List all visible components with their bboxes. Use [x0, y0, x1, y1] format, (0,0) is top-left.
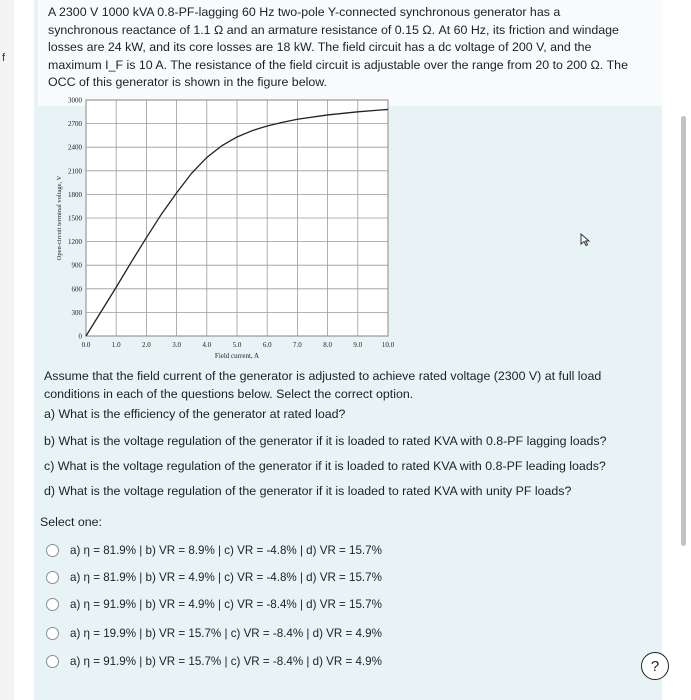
- x-tick-label: 10.0: [381, 341, 395, 349]
- y-tick-label: 300: [71, 308, 82, 317]
- y-tick-label: 1200: [68, 238, 82, 247]
- x-tick-label: 4.0: [202, 341, 212, 349]
- x-tick-label: 5.0: [232, 341, 242, 349]
- question-instructions: [44, 368, 644, 404]
- x-axis-label: Field current, A: [214, 352, 260, 360]
- question-intro: [48, 4, 648, 92]
- left-margin: [0, 0, 14, 700]
- option-label: a) η = 91.9% | b) VR = 15.7% | c) VR = -8.4% | d) VR = 4.9%: [70, 654, 382, 668]
- answer-option-5[interactable]: [46, 652, 382, 670]
- y-tick-label: 3000: [68, 96, 82, 105]
- x-tick-label: 1.0: [111, 341, 121, 349]
- instruction-line: Assume that the field current of the generator is adjusted to achieve rated voltage (2300 V) at full load: [44, 369, 602, 383]
- x-tick-label: 0.0: [81, 341, 91, 349]
- x-tick-label: 2.0: [142, 341, 151, 349]
- y-tick-label: 0: [78, 332, 82, 341]
- answer-option-2[interactable]: [46, 568, 382, 586]
- radio-button[interactable]: [46, 571, 59, 584]
- radio-button[interactable]: [46, 598, 59, 611]
- x-tick-label: 3.0: [172, 341, 181, 349]
- option-label: a) η = 81.9% | b) VR = 4.9% | c) VR = -4.8% | d) VR = 15.7%: [70, 570, 382, 584]
- question-part-b: b) What is the voltage regulation of the generator if it is loaded to rated KVA with 0.8-PF lagging loads?: [44, 434, 607, 448]
- mouse-pointer-icon: [578, 232, 594, 248]
- y-tick-label: 2400: [68, 143, 82, 152]
- question-part-c: c) What is the voltage regulation of the generator if it is loaded to rated KVA with 0.8-PF leading loads?: [44, 459, 606, 473]
- x-tick-label: 8.0: [323, 341, 332, 349]
- y-tick-label: 2700: [68, 120, 82, 129]
- radio-button[interactable]: [46, 655, 59, 668]
- instruction-line: conditions in each of the questions below. Select the correct option.: [44, 386, 414, 401]
- option-label: a) η = 91.9% | b) VR = 4.9% | c) VR = -8.4% | d) VR = 15.7%: [70, 597, 382, 611]
- radio-button[interactable]: [46, 627, 59, 640]
- x-tick-label: 6.0: [262, 341, 272, 349]
- intro-line: losses are 24 kW, and its core losses are 18 kW. The field circuit has a dc voltage of 200 V, and the: [48, 40, 592, 55]
- y-axis-label: Open-circuit terminal voltage, V: [56, 175, 63, 261]
- help-button[interactable]: ?: [641, 652, 669, 680]
- select-one-label: Select one:: [40, 515, 102, 529]
- intro-line: synchronous reactance of 1.1 Ω and an armature resistance of 0.15 Ω. At 60 Hz, its friction and windage: [48, 22, 619, 37]
- x-tick-label: 9.0: [353, 341, 363, 349]
- margin-mark: f: [2, 52, 6, 64]
- radio-button[interactable]: [46, 544, 59, 557]
- question-part-a: a) What is the efficiency of the generator at rated load?: [44, 407, 346, 421]
- answer-option-4[interactable]: [46, 624, 382, 642]
- x-tick-label: 7.0: [293, 341, 302, 349]
- y-tick-label: 2100: [68, 167, 82, 176]
- scrollbar[interactable]: [681, 116, 686, 546]
- occ-chart: [52, 94, 402, 360]
- answer-option-3[interactable]: [46, 595, 382, 613]
- option-label: a) η = 19.9% | b) VR = 15.7% | c) VR = -8.4% | d) VR = 4.9%: [70, 626, 382, 640]
- option-label: a) η = 81.9% | b) VR = 8.9% | c) VR = -4.8% | d) VR = 15.7%: [70, 543, 382, 557]
- y-tick-label: 600: [71, 285, 82, 294]
- y-tick-label: 1800: [68, 190, 82, 199]
- intro-line: maximum I_F is 10 A. The resistance of the field circuit is adjustable over the range from 20 to 200 Ω. The: [48, 57, 628, 72]
- answer-option-1[interactable]: [46, 541, 382, 559]
- y-tick-label: 1500: [68, 214, 82, 223]
- intro-line: A 2300 V 1000 kVA 0.8-PF-lagging 60 Hz two-pole Y-connected synchronous generator has a: [48, 5, 561, 19]
- occ-chart-svg: [52, 94, 402, 360]
- y-tick-label: 900: [71, 261, 82, 270]
- question-part-d: d) What is the voltage regulation of the generator if it is loaded to rated KVA with unity PF loads?: [44, 484, 572, 498]
- intro-line: OCC of this generator is shown in the figure below.: [48, 75, 327, 90]
